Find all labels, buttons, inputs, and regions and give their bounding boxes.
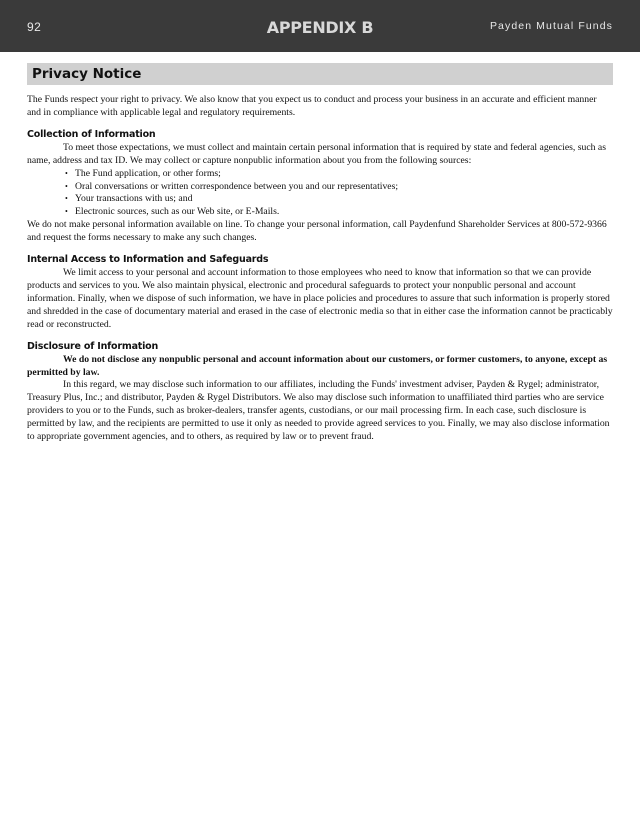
disclosure-paragraph: In this regard, we may disclose such information to our affiliates, including the Funds' investment adviser, Payden & Rygel; administrator, Treasury Plus, Inc.; and distributor, Payden & Rygel Distributors. We also may disclose such information to unaffiliated third parties who are service providers to you or to the Funds, such as broker-dealers, transfer agents, custodians, or our mail processing firm. In each case, such disclosure is permitted by law, and the recipients are permitted to use it only as needed to provide agreed services to you. Finally, we may also disclose information to appropriate government agencies, and to others, as required by law or to prevent fraud.: [27, 379, 610, 443]
change-info-paragraph: We do not make personal information available on line. To change your personal information, call Paydenfund Shareholder Services at 800-572-9366 and request the forms necessary to make any such changes.: [27, 219, 607, 244]
list-item: • Oral conversations or written correspondence between you and our representatives;: [65, 181, 613, 194]
collection-heading: Collection of Information: [27, 128, 156, 140]
access-paragraph: We limit access to your personal and account information to those employees who need to know that information so that we can provide products and services to you. We also maintain physical, electronic and procedural safeguards to protect your nonpublic personal and account information. Finally, when we dispose of such information, we have in place policies and procedures to assure that such information is properly stored and shredded in the case of documentary material and erased in the case of electronic media so that in either case the information cannot be practicably read or reconstructed.: [27, 267, 613, 330]
privacy-notice-title: Privacy Notice: [27, 63, 613, 85]
publication-name: Payden Mutual Funds: [489, 20, 613, 32]
page-header: [0, 0, 640, 52]
list-item: • Electronic sources, such as our Web site, or E-Mails.: [65, 206, 613, 219]
sources-list: [27, 168, 613, 220]
collection-paragraph: To meet those expectations, we must collect and maintain certain personal information that is required by state and federal agencies, such as name, address and tax ID. We may collect or capture nonpublic information about you from the following sources:: [27, 141, 606, 166]
list-item: • Your transactions with us; and: [65, 193, 613, 206]
disclosure-heading: Disclosure of Information: [27, 340, 159, 352]
intro-paragraph: The Funds respect your right to privacy. We also know that you expect us to conduct and process your business in an accurate and efficient manner and in compliance with applicable legal and regulatory requirements.: [27, 94, 597, 118]
list-item: • The Fund application, or other forms;: [65, 168, 613, 181]
appendix-title: APPENDIX B: [266, 18, 374, 37]
access-heading: Internal Access to Information and Safeguards: [27, 254, 269, 266]
document-body: [27, 63, 613, 444]
page-number: 92: [27, 20, 42, 34]
disclosure-bold-paragraph: We do not disclose any nonpublic personal and account information about our customers, or former customers, to anyone, except as permitted by law.: [27, 353, 608, 378]
